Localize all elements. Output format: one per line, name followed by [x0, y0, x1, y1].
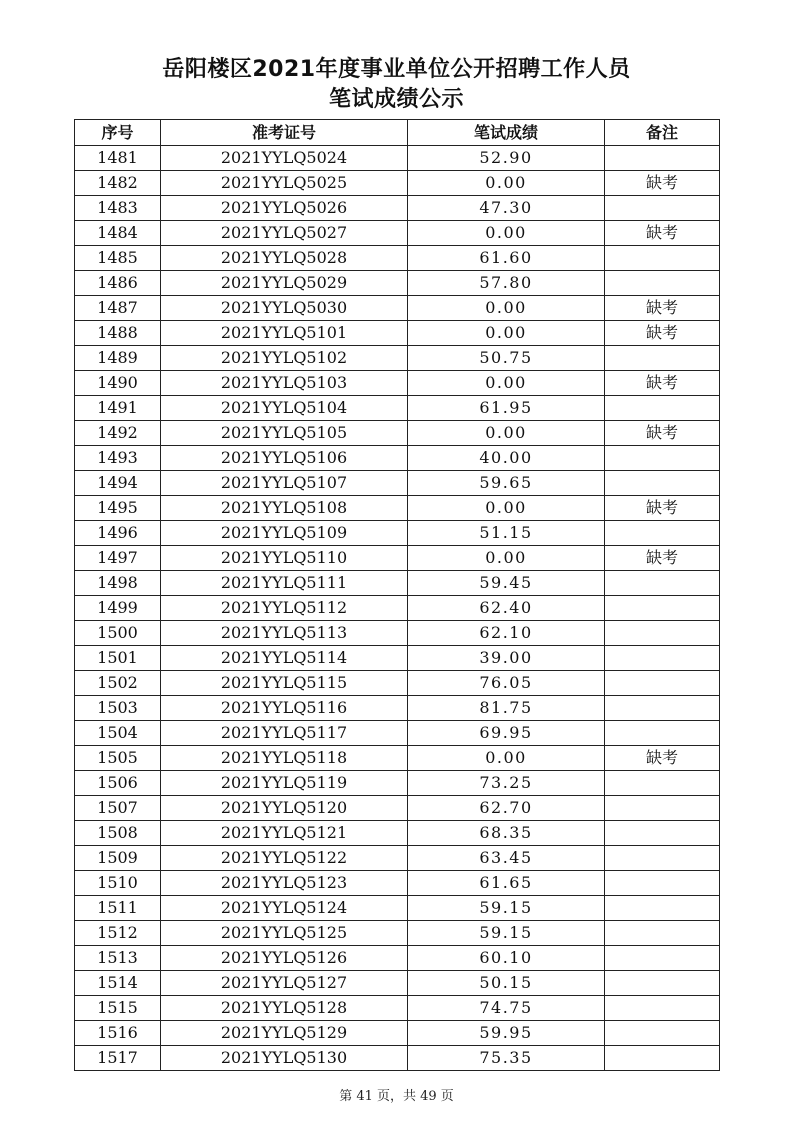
cell-serial: 1508 [75, 821, 161, 846]
header-serial: 序号 [75, 120, 161, 146]
table-row [75, 646, 720, 671]
table-row [75, 171, 720, 196]
table-row [75, 496, 720, 521]
cell-ticket-number: 2021YYLQ5024 [161, 146, 408, 171]
cell-serial: 1514 [75, 971, 161, 996]
cell-ticket-number: 2021YYLQ5030 [161, 296, 408, 321]
document-title: 岳阳楼区2021年度事业单位公开招聘工作人员 [162, 57, 631, 82]
cell-ticket-number: 2021YYLQ5104 [161, 396, 408, 421]
cell-written-score: 62.70 [408, 796, 605, 821]
cell-remark: 缺考 [605, 546, 720, 571]
table-row [75, 696, 720, 721]
table-row [75, 846, 720, 871]
table-row [75, 921, 720, 946]
table-row [75, 471, 720, 496]
cell-written-score: 59.65 [408, 471, 605, 496]
cell-serial: 1491 [75, 396, 161, 421]
cell-ticket-number: 2021YYLQ5121 [161, 821, 408, 846]
cell-remark [605, 671, 720, 696]
table-row [75, 721, 720, 746]
table-row [75, 546, 720, 571]
cell-serial: 1510 [75, 871, 161, 896]
cell-serial: 1482 [75, 171, 161, 196]
table-row [75, 446, 720, 471]
cell-ticket-number: 2021YYLQ5112 [161, 596, 408, 621]
cell-ticket-number: 2021YYLQ5105 [161, 421, 408, 446]
table-row [75, 421, 720, 446]
cell-ticket-number: 2021YYLQ5114 [161, 646, 408, 671]
cell-remark [605, 771, 720, 796]
table-row [75, 946, 720, 971]
page-footer: 第 41 页，共 49 页 [339, 1089, 454, 1104]
cell-serial: 1483 [75, 196, 161, 221]
cell-remark: 缺考 [605, 296, 720, 321]
table-row [75, 346, 720, 371]
cell-serial: 1481 [75, 146, 161, 171]
cell-written-score: 81.75 [408, 696, 605, 721]
cell-written-score: 0.00 [408, 221, 605, 246]
table-row [75, 821, 720, 846]
cell-ticket-number: 2021YYLQ5122 [161, 846, 408, 871]
cell-ticket-number: 2021YYLQ5101 [161, 321, 408, 346]
cell-remark [605, 921, 720, 946]
table-row [75, 221, 720, 246]
cell-remark [605, 246, 720, 271]
cell-remark: 缺考 [605, 171, 720, 196]
cell-serial: 1513 [75, 946, 161, 971]
cell-serial: 1485 [75, 246, 161, 271]
table-row [75, 796, 720, 821]
cell-ticket-number: 2021YYLQ5106 [161, 446, 408, 471]
table-row [75, 746, 720, 771]
cell-remark: 缺考 [605, 746, 720, 771]
cell-written-score: 61.60 [408, 246, 605, 271]
cell-written-score: 50.75 [408, 346, 605, 371]
cell-serial: 1506 [75, 771, 161, 796]
cell-written-score: 75.35 [408, 1046, 605, 1071]
cell-written-score: 40.00 [408, 446, 605, 471]
table-row [75, 521, 720, 546]
cell-written-score: 59.95 [408, 1021, 605, 1046]
cell-remark [605, 396, 720, 421]
table-row [75, 596, 720, 621]
cell-written-score: 47.30 [408, 196, 605, 221]
cell-written-score: 0.00 [408, 746, 605, 771]
cell-remark [605, 796, 720, 821]
cell-written-score: 0.00 [408, 371, 605, 396]
cell-serial: 1509 [75, 846, 161, 871]
cell-remark [605, 646, 720, 671]
cell-serial: 1505 [75, 746, 161, 771]
cell-serial: 1503 [75, 696, 161, 721]
cell-written-score: 0.00 [408, 496, 605, 521]
cell-written-score: 73.25 [408, 771, 605, 796]
cell-written-score: 0.00 [408, 421, 605, 446]
cell-serial: 1494 [75, 471, 161, 496]
cell-serial: 1502 [75, 671, 161, 696]
cell-ticket-number: 2021YYLQ5128 [161, 996, 408, 1021]
cell-written-score: 39.00 [408, 646, 605, 671]
cell-ticket-number: 2021YYLQ5028 [161, 246, 408, 271]
cell-remark [605, 971, 720, 996]
cell-written-score: 61.95 [408, 396, 605, 421]
cell-ticket-number: 2021YYLQ5111 [161, 571, 408, 596]
cell-ticket-number: 2021YYLQ5109 [161, 521, 408, 546]
cell-ticket-number: 2021YYLQ5125 [161, 921, 408, 946]
cell-ticket-number: 2021YYLQ5117 [161, 721, 408, 746]
cell-remark [605, 1046, 720, 1071]
cell-written-score: 57.80 [408, 271, 605, 296]
score-table [74, 119, 720, 1071]
cell-ticket-number: 2021YYLQ5123 [161, 871, 408, 896]
cell-remark [605, 1021, 720, 1046]
cell-written-score: 59.15 [408, 896, 605, 921]
cell-serial: 1498 [75, 571, 161, 596]
cell-ticket-number: 2021YYLQ5026 [161, 196, 408, 221]
cell-ticket-number: 2021YYLQ5025 [161, 171, 408, 196]
table-row [75, 671, 720, 696]
cell-remark [605, 521, 720, 546]
table-row [75, 271, 720, 296]
cell-written-score: 63.45 [408, 846, 605, 871]
cell-remark [605, 946, 720, 971]
cell-serial: 1511 [75, 896, 161, 921]
header-written-score: 笔试成绩 [408, 120, 605, 146]
cell-serial: 1495 [75, 496, 161, 521]
cell-ticket-number: 2021YYLQ5129 [161, 1021, 408, 1046]
cell-ticket-number: 2021YYLQ5103 [161, 371, 408, 396]
cell-serial: 1487 [75, 296, 161, 321]
cell-remark [605, 571, 720, 596]
cell-serial: 1515 [75, 996, 161, 1021]
cell-serial: 1493 [75, 446, 161, 471]
cell-remark: 缺考 [605, 321, 720, 346]
cell-written-score: 62.10 [408, 621, 605, 646]
cell-written-score: 68.35 [408, 821, 605, 846]
cell-remark: 缺考 [605, 221, 720, 246]
cell-remark [605, 146, 720, 171]
cell-remark [605, 721, 720, 746]
cell-written-score: 59.45 [408, 571, 605, 596]
cell-ticket-number: 2021YYLQ5115 [161, 671, 408, 696]
cell-serial: 1489 [75, 346, 161, 371]
cell-written-score: 52.90 [408, 146, 605, 171]
cell-ticket-number: 2021YYLQ5126 [161, 946, 408, 971]
table-row [75, 371, 720, 396]
cell-remark [605, 871, 720, 896]
table-row [75, 246, 720, 271]
cell-serial: 1492 [75, 421, 161, 446]
cell-remark [605, 696, 720, 721]
cell-remark: 缺考 [605, 371, 720, 396]
cell-written-score: 59.15 [408, 921, 605, 946]
cell-ticket-number: 2021YYLQ5120 [161, 796, 408, 821]
table-row [75, 996, 720, 1021]
cell-remark [605, 196, 720, 221]
cell-remark: 缺考 [605, 496, 720, 521]
cell-ticket-number: 2021YYLQ5108 [161, 496, 408, 521]
cell-written-score: 0.00 [408, 546, 605, 571]
cell-written-score: 60.10 [408, 946, 605, 971]
cell-ticket-number: 2021YYLQ5127 [161, 971, 408, 996]
header-ticket-number: 准考证号 [161, 120, 408, 146]
cell-serial: 1499 [75, 596, 161, 621]
cell-remark [605, 821, 720, 846]
cell-written-score: 0.00 [408, 171, 605, 196]
cell-serial: 1490 [75, 371, 161, 396]
cell-written-score: 69.95 [408, 721, 605, 746]
table-header-row [75, 120, 720, 146]
cell-ticket-number: 2021YYLQ5102 [161, 346, 408, 371]
cell-remark [605, 346, 720, 371]
cell-written-score: 62.40 [408, 596, 605, 621]
cell-written-score: 0.00 [408, 296, 605, 321]
cell-remark [605, 621, 720, 646]
cell-serial: 1501 [75, 646, 161, 671]
table-row [75, 146, 720, 171]
cell-ticket-number: 2021YYLQ5118 [161, 746, 408, 771]
cell-written-score: 74.75 [408, 996, 605, 1021]
cell-serial: 1484 [75, 221, 161, 246]
cell-written-score: 61.65 [408, 871, 605, 896]
cell-ticket-number: 2021YYLQ5124 [161, 896, 408, 921]
cell-ticket-number: 2021YYLQ5130 [161, 1046, 408, 1071]
cell-serial: 1500 [75, 621, 161, 646]
cell-remark [605, 271, 720, 296]
cell-ticket-number: 2021YYLQ5027 [161, 221, 408, 246]
document-subtitle: 笔试成绩公示 [328, 87, 464, 112]
cell-ticket-number: 2021YYLQ5110 [161, 546, 408, 571]
table-row [75, 621, 720, 646]
cell-remark [605, 596, 720, 621]
cell-serial: 1486 [75, 271, 161, 296]
table-row [75, 396, 720, 421]
cell-ticket-number: 2021YYLQ5113 [161, 621, 408, 646]
table-row [75, 971, 720, 996]
table-row [75, 771, 720, 796]
cell-remark [605, 846, 720, 871]
cell-ticket-number: 2021YYLQ5116 [161, 696, 408, 721]
cell-serial: 1516 [75, 1021, 161, 1046]
table-row [75, 321, 720, 346]
table-row [75, 571, 720, 596]
header-remark: 备注 [605, 120, 720, 146]
cell-ticket-number: 2021YYLQ5119 [161, 771, 408, 796]
cell-serial: 1496 [75, 521, 161, 546]
table-row [75, 196, 720, 221]
cell-serial: 1517 [75, 1046, 161, 1071]
cell-written-score: 50.15 [408, 971, 605, 996]
table-row [75, 1021, 720, 1046]
table-row [75, 871, 720, 896]
cell-remark [605, 471, 720, 496]
cell-serial: 1507 [75, 796, 161, 821]
cell-serial: 1488 [75, 321, 161, 346]
table-row [75, 896, 720, 921]
table-row [75, 1046, 720, 1071]
cell-serial: 1504 [75, 721, 161, 746]
table-row [75, 296, 720, 321]
cell-serial: 1512 [75, 921, 161, 946]
cell-ticket-number: 2021YYLQ5107 [161, 471, 408, 496]
cell-written-score: 51.15 [408, 521, 605, 546]
cell-written-score: 0.00 [408, 321, 605, 346]
cell-remark [605, 446, 720, 471]
cell-ticket-number: 2021YYLQ5029 [161, 271, 408, 296]
cell-remark: 缺考 [605, 421, 720, 446]
cell-serial: 1497 [75, 546, 161, 571]
cell-remark [605, 896, 720, 921]
cell-written-score: 76.05 [408, 671, 605, 696]
cell-remark [605, 996, 720, 1021]
